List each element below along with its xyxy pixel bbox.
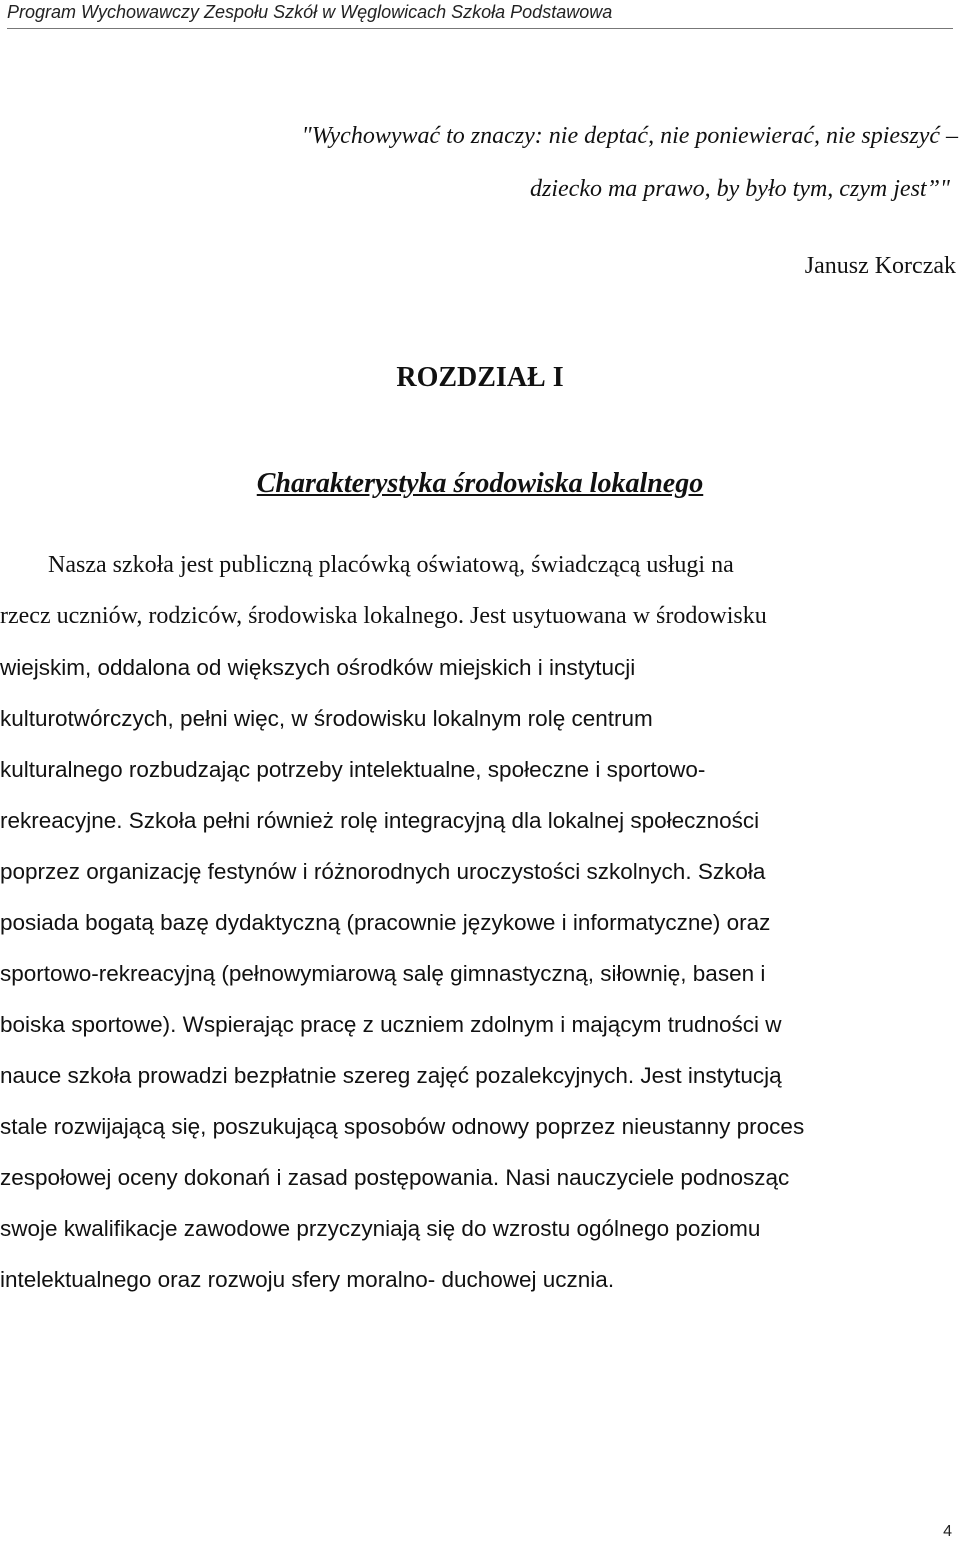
epigraph-line-1: "Wychowywać to znaczy: nie deptać, nie poniewierać, nie spieszyć –	[301, 123, 958, 149]
paragraph-line: rekreacyjne. Szkoła pełni również rolę integracyjną dla lokalnej społeczności	[0, 808, 760, 833]
paragraph-line: rzecz uczniów, rodziców, środowiska lokalnego. Jest usytuowana w środowisku	[0, 603, 767, 629]
paragraph-line: intelektualnego oraz rozwoju sfery moralno- duchowej ucznia.	[0, 1267, 615, 1292]
paragraph-line: nauce szkoła prowadzi bezpłatnie szereg zajęć pozalekcyjnych. Jest instytucją	[0, 1063, 782, 1088]
paragraph-line: zespołowej oceny dokonań i zasad postępowania. Nasi nauczyciele podnosząc	[0, 1165, 790, 1190]
paragraph-line: kulturalnego rozbudzając potrzeby intelektualne, społeczne i sportowo-	[0, 757, 706, 782]
paragraph-line: posiada bogatą bazę dydaktyczną (pracownie językowe i informatyczne) oraz	[0, 910, 771, 935]
paragraph-line: poprzez organizację festynów i różnorodnych uroczystości szkolnych. Szkoła	[0, 859, 766, 884]
epigraph-line-2: dziecko ma prawo, by było tym, czym jest”"	[530, 176, 950, 202]
paragraph-line: stale rozwijającą się, poszukującą sposobów odnowy poprzez nieustanny proces	[0, 1114, 805, 1139]
page-number: 4	[943, 1523, 952, 1540]
paragraph-line: sportowo-rekreacyjną (pełnowymiarową salę gimnastyczną, siłownię, basen i	[0, 961, 766, 986]
paragraph-line: kulturotwórczych, pełni więc, w środowisku lokalnym rolę centrum	[0, 706, 653, 731]
paragraph-line: swoje kwalifikacje zawodowe przyczyniają się do wzrostu ogólnego poziomu	[0, 1216, 761, 1241]
paragraph-line: wiejskim, oddalona od większych ośrodków miejskich i instytucji	[0, 655, 636, 680]
running-header: Program Wychowawczy Zespołu Szkół w Węglowicach Szkoła Podstawowa	[7, 0, 953, 29]
paragraph-line: boiska sportowe). Wspierając pracę z uczniem zdolnym i mającym trudności w	[0, 1012, 782, 1037]
body-paragraph	[0, 540, 960, 1305]
paragraph-line: Nasza szkoła jest publiczną placówką oświatową, świadczącą usługi na	[48, 552, 734, 578]
chapter-title: ROZDZIAŁ I	[396, 362, 564, 393]
epigraph-author: Janusz Korczak	[804, 253, 956, 279]
section-title: Charakterystyka środowiska lokalnego	[256, 468, 704, 499]
